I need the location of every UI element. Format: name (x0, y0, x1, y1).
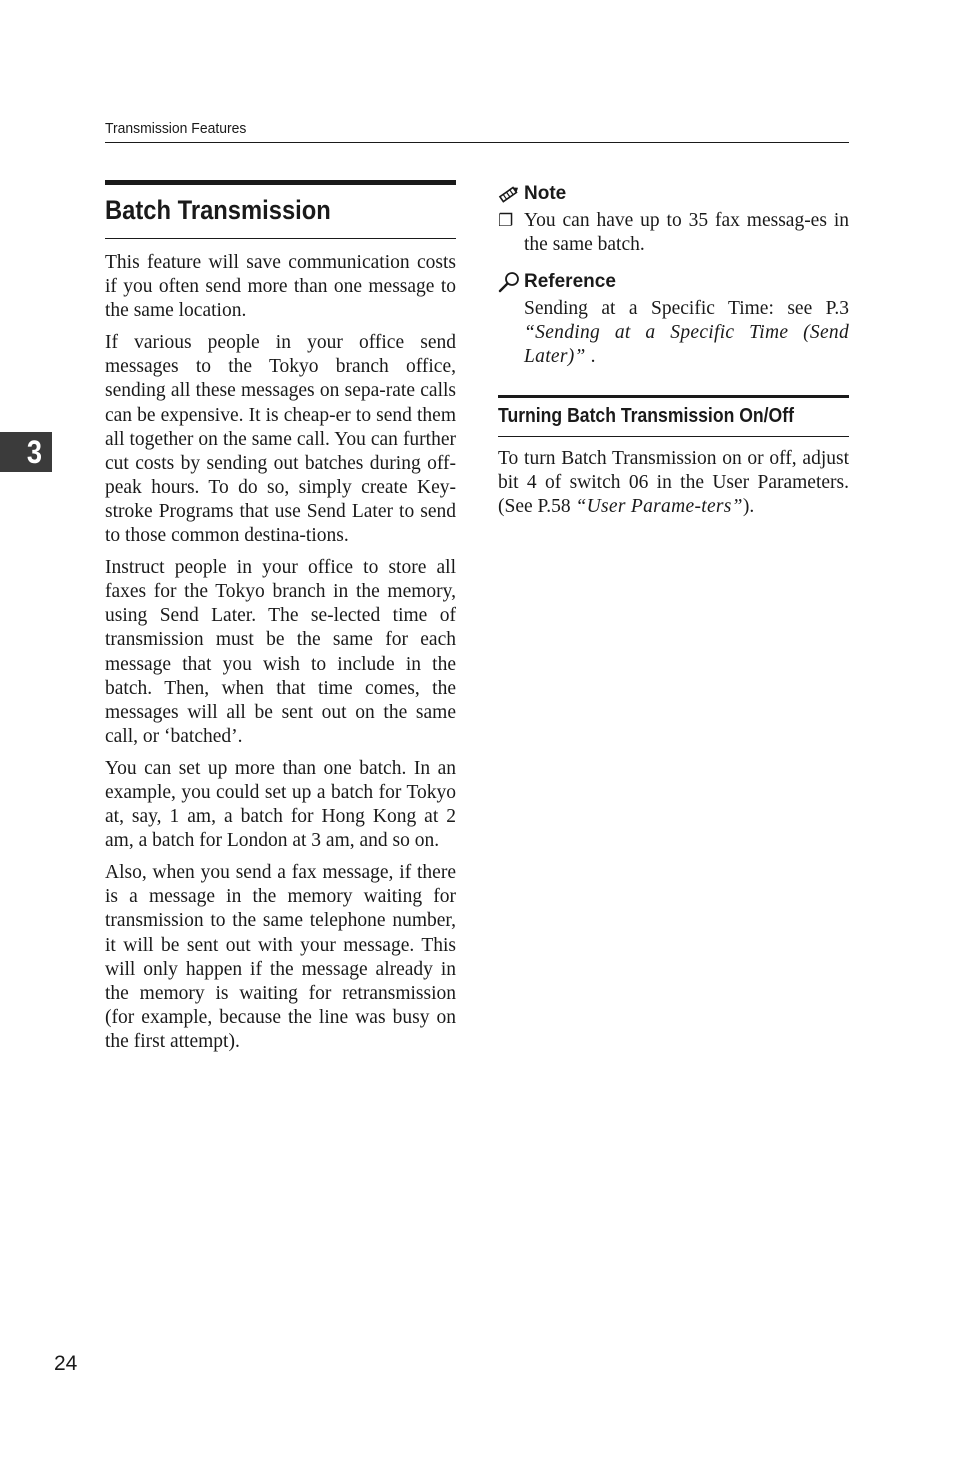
section-rule (105, 180, 456, 185)
subsection-rule (498, 395, 849, 398)
subsection-text-before: To turn Batch Transmission on or off, adjust bit 4 of switch 06 in the User Parameters. (See P.58 (498, 448, 849, 518)
right-column (498, 180, 849, 519)
reference-text (498, 297, 849, 369)
checkbox-icon: ❐ (498, 211, 514, 231)
body-paragraph-1: This feature will save communication costs if you often send more than one message to the same location. (105, 252, 456, 322)
subsection-paragraph (498, 447, 849, 519)
running-header: Transmission Features (105, 120, 247, 137)
body-paragraph-2: If various people in your office send messages to the Tokyo branch office, sending all these messages on sepa-rate calls can be expensive. It is cheap-er to send them all together on the same call. You can further cut costs by sending out batches during off-peak hours. To do so, simply create Key-stroke Programs that use Send Later to send to those common destina-tions. (105, 332, 456, 547)
note-heading-label: Note (524, 183, 567, 204)
left-column (105, 180, 456, 1054)
reference-link[interactable]: “Sending at a Specific Time (Send Later)” (524, 322, 849, 367)
note-item (498, 209, 849, 257)
subsection-title-underline (498, 436, 849, 437)
reference-heading (498, 271, 849, 293)
subsection-link[interactable]: “User Parame-ters” (575, 496, 743, 518)
chapter-tab (0, 432, 52, 472)
body-paragraph-5: Also, when you send a fax message, if there is a message in the memory waiting for transmission to the same telephone number, it will be sent out with your message. This will only happen if the message already in the memory is waiting for retransmission (for example, because the line was busy on the first attempt). (105, 862, 456, 1052)
subsection-title: Turning Batch Transmission On/Off (498, 405, 794, 427)
chapter-number: 3 (26, 434, 43, 470)
section-title-underline (105, 238, 456, 239)
reference-lead: Sending at a Specific Time: see P.3 (524, 298, 849, 319)
subsection-text-after: ). (742, 496, 755, 518)
pencil-icon (498, 183, 520, 205)
note-heading (498, 183, 849, 205)
section-title: Batch Transmission (105, 195, 331, 225)
reference-trailing: . (585, 346, 596, 367)
body-paragraph-3: Instruct people in your office to store all faxes for the Tokyo branch in the memory, using Send Later. The se-lected time of transmission must be the same for each message that you wish to include in the batch. Then, when that time comes, the messages will all be sent out on the same call, or ‘batched’. (105, 557, 456, 747)
reference-heading-label: Reference (524, 271, 616, 292)
magnifier-icon (498, 271, 520, 293)
page-number: 24 (54, 1352, 78, 1375)
note-item-text: You can have up to 35 fax messag-es in the same batch. (524, 210, 849, 255)
header-rule (105, 142, 849, 143)
body-paragraph-4: You can set up more than one batch. In an example, you could set up a batch for Tokyo at, say, 1 am, a batch for Hong Kong at 2 am, a batch for London at 3 am, and so on. (105, 757, 456, 852)
